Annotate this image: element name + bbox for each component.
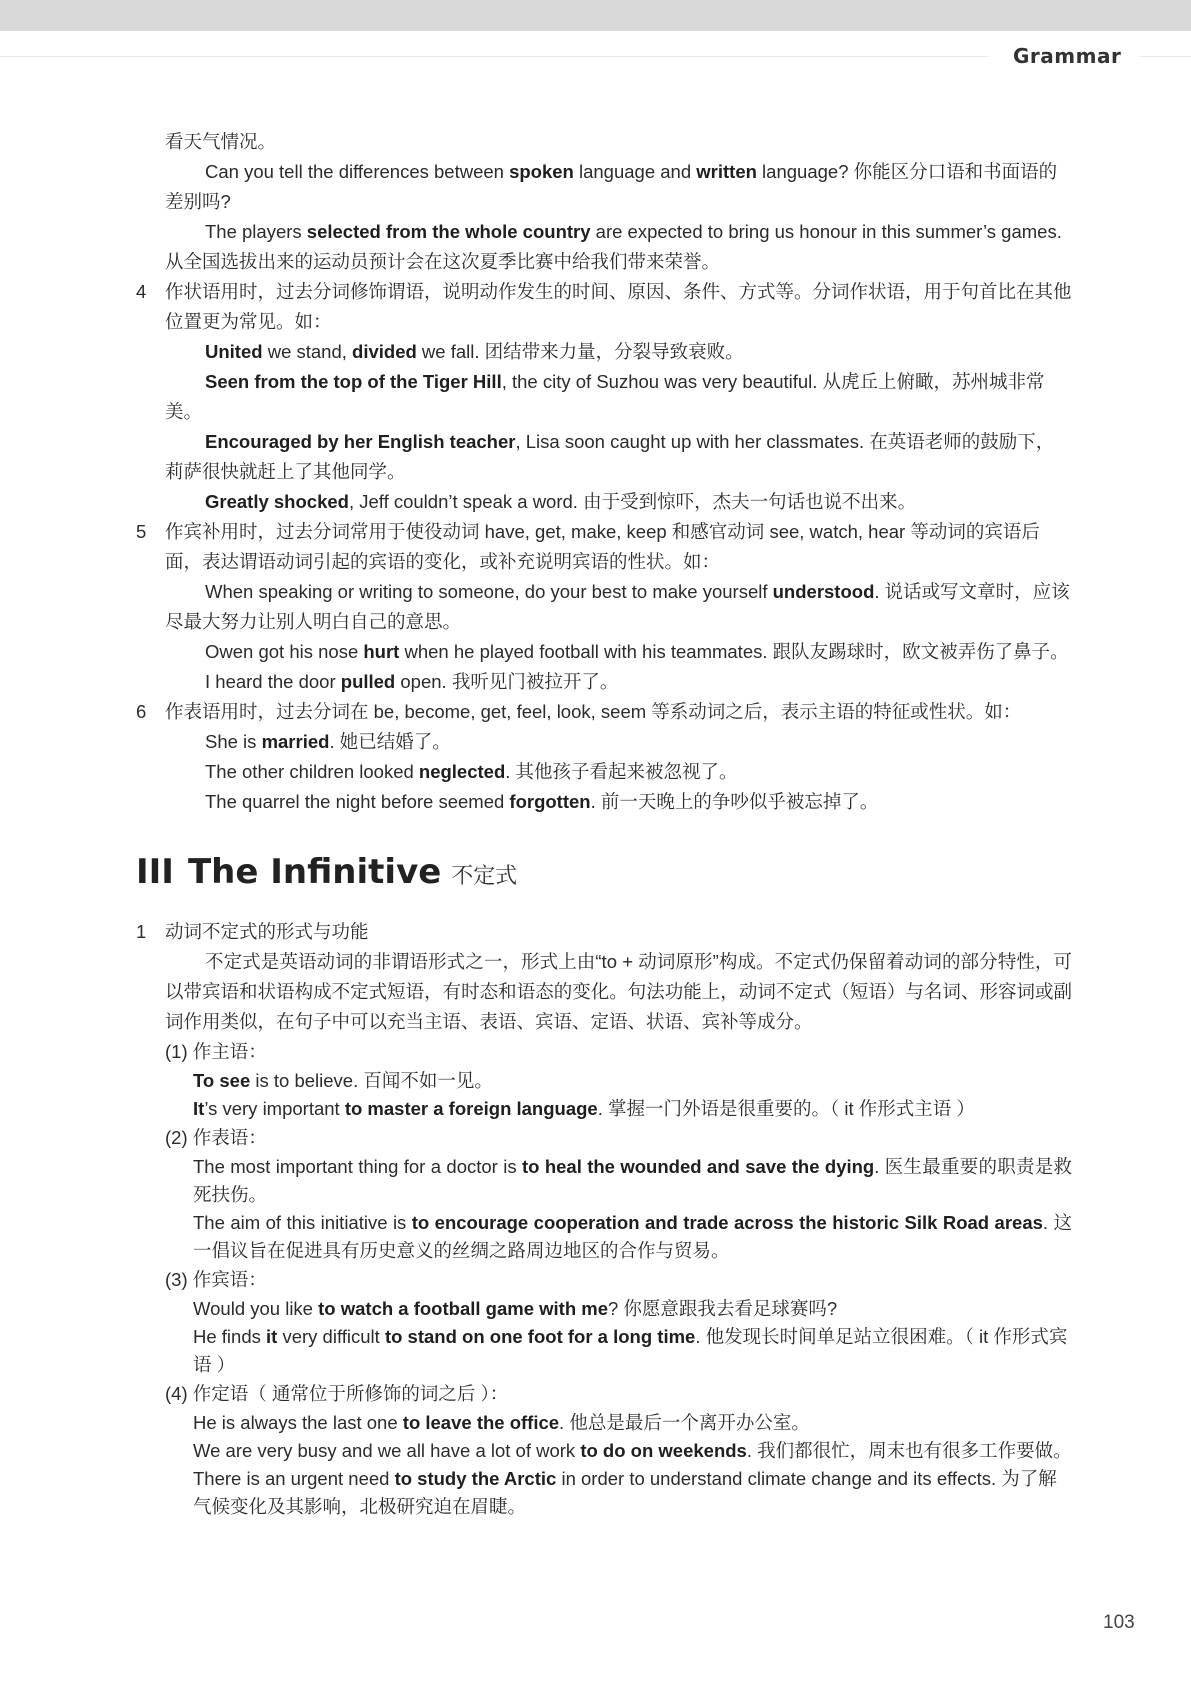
bold-text: to heal the wounded and save the dying (521, 1156, 875, 1177)
plain-text: . 他总是最后一个离开办公室。 (559, 1412, 810, 1433)
plain-text: language and (573, 161, 697, 182)
example-sentence (165, 787, 1072, 817)
bold-text: divided (352, 341, 417, 362)
example-sentence (165, 487, 1072, 517)
plain-text: The most important thing for a doctor is (193, 1156, 522, 1177)
heading-title-cn: 不定式 (451, 863, 518, 888)
numbered-item (136, 277, 1072, 517)
plain-text: ’s very important (204, 1098, 345, 1119)
plain-text: . 她已结婚了。 (329, 731, 451, 752)
plain-text: We are very busy and we all have a lot of work (193, 1440, 581, 1461)
bold-text: to do on weekends (580, 1440, 747, 1461)
top-bar (0, 0, 1191, 31)
bold-text: to leave the office (402, 1412, 560, 1433)
item-intro: 作宾补用时，过去分词常用于使役动词 have, get, make, keep 和感官动词 see, watch, hear 等动词的宾语后面，表达谓语动词引起的宾语的变化，或补充说明宾语的性状。如： (165, 521, 1040, 572)
plain-text: , Jeff couldn’t speak a word. 由于受到惊吓，杰夫一句话也说不出来。 (348, 491, 917, 512)
bold-text: Seen from the top of the Tiger Hill (205, 371, 502, 392)
example-sentence (165, 1095, 1072, 1123)
bold-text: It (193, 1098, 205, 1119)
plain-text: when he played football with his teammates. 跟队友踢球时，欧文被弄伤了鼻子。 (399, 641, 1069, 662)
bold-text: to watch a football game with me (318, 1298, 608, 1319)
example-sentence (136, 217, 1072, 277)
numbered-item (136, 517, 1072, 697)
bold-text: forgotten (509, 791, 591, 812)
heading-numeral: III (136, 852, 174, 892)
section-label: Grammar (1013, 44, 1122, 68)
bold-text: United (205, 341, 263, 362)
plain-text: 看天气情况。 (165, 131, 277, 152)
sub-label: (4) 作定语（ 通常位于所修饰的词之后 ）： (165, 1383, 509, 1404)
plain-text: There is an urgent need (193, 1468, 395, 1489)
bold-text: it (266, 1326, 278, 1347)
header-rule-left (0, 56, 988, 57)
plain-text: The other children looked (205, 761, 419, 782)
plain-text: . 说话或写文章时，应该尽最大努力让别人明白自己的意思。 (165, 581, 1070, 632)
item-number: 6 (136, 701, 147, 722)
plain-text: He is always the last one (193, 1412, 403, 1433)
item-title: 动词不定式的形式与功能 (165, 921, 369, 942)
bold-text: Encouraged by her English teacher (205, 431, 516, 452)
plain-text: The players (205, 221, 307, 242)
bold-text: written (696, 161, 757, 182)
example-sentence (165, 1153, 1072, 1209)
bold-text: to stand on one foot for a long time (384, 1326, 696, 1347)
plain-text: . 其他孩子看起来被忽视了。 (505, 761, 738, 782)
example-sentence (165, 667, 1072, 697)
plain-text: . 这一倡议旨在促进具有历史意义的丝绸之路周边地区的合作与贸易。 (193, 1212, 1072, 1261)
sub-label: (1) 作主语： (165, 1041, 267, 1062)
bold-text: married (261, 731, 330, 752)
page-content (136, 127, 1072, 1521)
sub-label: (2) 作表语： (165, 1127, 267, 1148)
plain-text: The aim of this initiative is (193, 1212, 412, 1233)
sub-label: (3) 作宾语： (165, 1269, 267, 1290)
item-number: 1 (136, 921, 147, 942)
plain-text: Can you tell the differences between (205, 161, 510, 182)
continued-line (136, 127, 1072, 157)
plain-text: is to believe. 百闻不如一见。 (250, 1070, 493, 1091)
plain-text: Owen got his nose (205, 641, 364, 662)
example-sentence (165, 577, 1072, 637)
bold-text: to encourage cooperation and trade across the historic Silk Road areas (411, 1212, 1043, 1233)
plain-text: , the city of Suzhou was very beautiful. 从虎丘上俯瞰，苏州城非常美。 (165, 371, 1045, 422)
bold-text: Greatly shocked (205, 491, 349, 512)
plain-text: Would you like (193, 1298, 319, 1319)
page-number: 103 (1103, 1612, 1135, 1633)
example-sentence (165, 1067, 1072, 1095)
plain-text: open. 我听见门被拉开了。 (395, 671, 619, 692)
bold-text: spoken (509, 161, 574, 182)
plain-text: He finds (193, 1326, 267, 1347)
plain-text: The quarrel the night before seemed (205, 791, 510, 812)
plain-text: in order to understand climate change and its effects. 为了解气候变化及其影响，北极研究迫在眉睫。 (193, 1468, 1057, 1517)
plain-text: She is (205, 731, 262, 752)
header-rule-right (1140, 56, 1191, 57)
example-sentence (165, 1465, 1072, 1521)
example-sentence (165, 337, 1072, 367)
item-number: 4 (136, 281, 147, 302)
plain-text: When speaking or writing to someone, do your best to make yourself (205, 581, 773, 602)
plain-text: I heard the door (205, 671, 341, 692)
plain-text: ? 你愿意跟我去看足球赛吗? (608, 1298, 838, 1319)
plain-text: . 他发现长时间单足站立很困难。（ it 作形式宾语 ） (193, 1326, 1068, 1375)
bold-text: understood (772, 581, 875, 602)
bold-text: hurt (363, 641, 400, 662)
example-sentence (165, 1295, 1072, 1323)
plain-text: , Lisa soon caught up with her classmates. 在英语老师的鼓励下，莉萨很快就赶上了其他同学。 (165, 431, 1055, 482)
plain-text: . 掌握一门外语是很重要的。（ it 作形式主语 ） (597, 1098, 975, 1119)
plain-text: are expected to bring us honour in this summer’s games. 从全国选拔出来的运动员预计会在这次夏季比赛中给我们带来荣誉。 (165, 221, 1062, 272)
bold-text: to study the Arctic (394, 1468, 557, 1489)
plain-text: we fall. 团结带来力量，分裂导致衰败。 (416, 341, 744, 362)
plain-text: . 我们都很忙，周末也有很多工作要做。 (746, 1440, 1072, 1461)
plain-text: we stand, (262, 341, 353, 362)
example-sentence (165, 727, 1072, 757)
plain-text: . 医生最重要的职责是救死扶伤。 (193, 1156, 1073, 1205)
bold-text: to master a foreign language (344, 1098, 598, 1119)
plain-text: language? 你能区分口语和书面语的差别吗? (165, 161, 1058, 212)
example-sentence (165, 367, 1072, 427)
section-heading (136, 852, 1072, 892)
bold-text: selected from the whole country (306, 221, 591, 242)
continued-text (136, 127, 1072, 277)
bold-text: neglected (418, 761, 506, 782)
bold-text: To see (193, 1070, 251, 1091)
plain-text: very difficult (277, 1326, 385, 1347)
item-intro: 不定式是英语动词的非谓语形式之一，形式上由“to + 动词原形”构成。不定式仍保留着动词的部分特性，可以带宾语和状语构成不定式短语，有时态和语态的变化。句法功能上，动词不定式（短语）与名词、形容词或副词作用类似，在句子中可以充当主语、表语、宾语、定语、状语、宾补等成分。 (165, 951, 1072, 1032)
example-sentence (165, 1323, 1072, 1379)
example-sentence (165, 1437, 1072, 1465)
example-sentence (165, 757, 1072, 787)
bold-text: pulled (340, 671, 396, 692)
numbered-item (136, 697, 1072, 817)
example-sentence (165, 1209, 1072, 1265)
example-sentence (136, 157, 1072, 217)
plain-text: . 前一天晚上的争吵似乎被忘掉了。 (590, 791, 879, 812)
heading-title: The Infinitive (187, 852, 442, 892)
item-intro: 作状语用时，过去分词修饰谓语，说明动作发生的时间、原因、条件、方式等。分词作状语，用于句首比在其他位置更为常见。如： (165, 281, 1072, 332)
item-number: 5 (136, 521, 147, 542)
example-sentence (165, 1409, 1072, 1437)
numbered-item (136, 917, 1072, 1521)
item-intro: 作表语用时，过去分词在 be, become, get, feel, look, seem 等系动词之后，表示主语的特征或性状。如： (165, 701, 1022, 722)
example-sentence (165, 637, 1072, 667)
example-sentence (165, 427, 1072, 487)
